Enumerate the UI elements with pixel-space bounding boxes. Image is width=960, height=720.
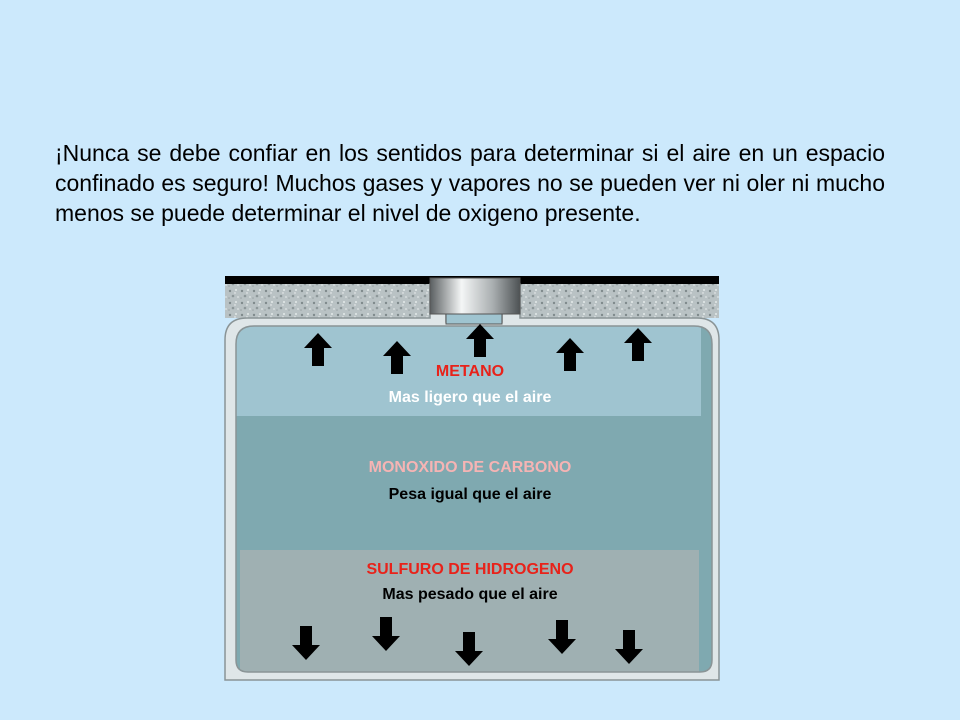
intro-paragraph: ¡Nunca se debe confiar en los sentidos para determinar si el aire en un espacio confinado es seguro! Muchos gases y vapores no se pueden ver ni oler ni mucho menos se puede determinar el nivel de oxigeno presente. — [55, 140, 885, 226]
layer-desc-metano: Mas ligero que el aire — [388, 389, 552, 406]
layer-label-metano: METANO — [435, 363, 505, 380]
layer-label-sulfuro: SULFURO DE HIDROGENO — [366, 561, 574, 578]
layer-desc-monoxido: Pesa igual que el aire — [388, 486, 552, 503]
layer-label-monoxido: MONOXIDO DE CARBONO — [368, 459, 572, 476]
layer-monoxido — [230, 416, 720, 550]
layer-desc-sulfuro: Mas pesado que el aire — [382, 586, 558, 603]
